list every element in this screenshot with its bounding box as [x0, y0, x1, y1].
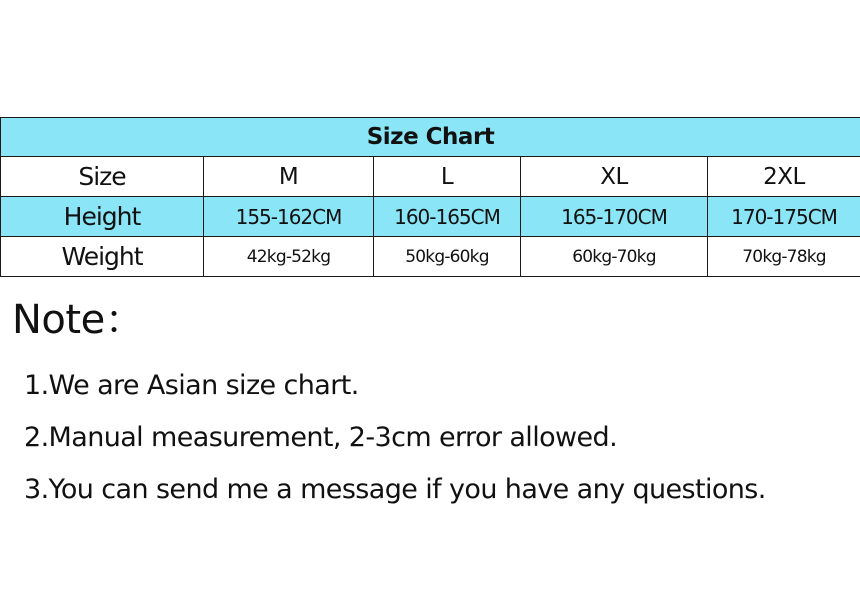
- height-cell-m: 155-162CM: [204, 197, 374, 237]
- height-cell-2xl: 170-175CM: [708, 197, 860, 237]
- size-row-label: Size: [1, 157, 204, 197]
- height-cell-l: 160-165CM: [374, 197, 521, 237]
- size-cell-2xl: 2XL: [708, 157, 860, 197]
- weight-row: [1, 237, 860, 277]
- weight-row-label: Weight: [1, 237, 204, 277]
- size-cell-xl: XL: [521, 157, 708, 197]
- height-cell-xl: 165-170CM: [521, 197, 708, 237]
- note-heading: Note：: [12, 297, 145, 343]
- size-cell-l: L: [374, 157, 521, 197]
- height-row: [1, 197, 860, 237]
- size-chart-table: [0, 117, 860, 277]
- note-item-3: 3.You can send me a message if you have any questions.: [24, 474, 766, 505]
- size-cell-m: M: [204, 157, 374, 197]
- size-chart-title: Size Chart: [1, 118, 860, 157]
- size-row: [1, 157, 860, 197]
- note-list: [24, 364, 844, 520]
- size-chart-title-row: [1, 118, 860, 157]
- note-item-2: 2.Manual measurement, 2-3cm error allowed.: [24, 422, 618, 453]
- weight-cell-2xl: 70kg-78kg: [708, 237, 860, 277]
- weight-cell-xl: 60kg-70kg: [521, 237, 708, 277]
- height-row-label: Height: [1, 197, 204, 237]
- weight-cell-l: 50kg-60kg: [374, 237, 521, 277]
- note-item-1: 1.We are Asian size chart.: [24, 370, 359, 401]
- weight-cell-m: 42kg-52kg: [204, 237, 374, 277]
